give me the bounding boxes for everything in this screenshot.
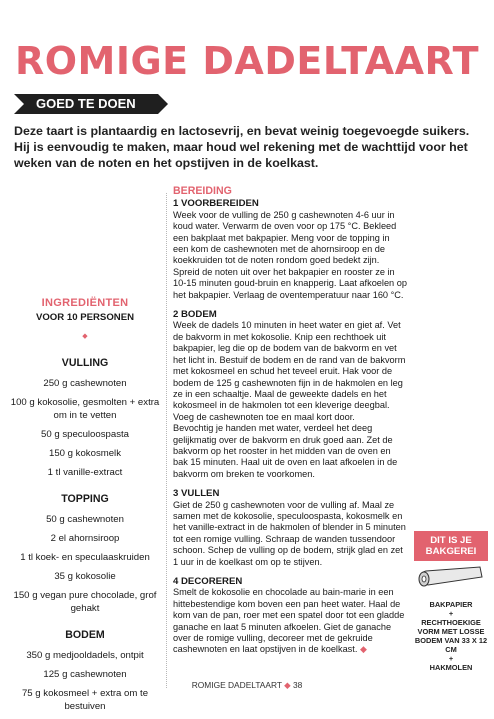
step-title: 3 VULLEN — [173, 488, 220, 500]
ingredient-item: 150 g kokosmelk — [49, 448, 121, 459]
step-text: Week de dadels 10 minuten in heet water en giet af. Vet de bakvorm in met kokosolie. Knip een rechthoek uit bakpapier, leg die op de bodem van de bakvorm en vet het licht in. Bestuif de bodem en de rand van de bakvorm met kokosmeel en schud het teveel eruit. Hak voor de bodem de 125 g cashewnoten fijn in de hakmolen en leg ze in een schaaltje. Maal de geweekte dadels en het kokosmeel in de hakmolen tot een kleverige deegbal. Voeg de cashewnoten toe en maal kort door. — [173, 320, 406, 422]
equipment-item: HAKMOLEN — [429, 663, 473, 672]
equipment-list — [414, 600, 488, 672]
difficulty-badge: GOED TE DOEN — [14, 94, 158, 114]
step-title: 1 VOORBEREIDEN — [173, 198, 259, 210]
equipment-heading-line2: BAKGEREI — [425, 546, 477, 557]
step-title: 4 DECOREREN — [173, 576, 243, 587]
footer-label: ROMIGE DADELTAART — [191, 680, 282, 690]
baking-paper-roll-icon — [414, 561, 488, 591]
ingredient-item: 2 el ahornsiroop — [50, 533, 120, 544]
step-text — [173, 587, 407, 655]
equipment-heading-line1: DIT IS JE — [430, 535, 472, 546]
ingredient-item: 50 g speculoospasta — [40, 429, 129, 440]
column-divider — [166, 193, 167, 688]
intro-text: Deze taart is plantaardig en lactosevrij, en bevat weinig toegevoegde suikers. Hij is eenvoudig te maken, maar houd wel rekening met de wachttijd voor het weken van de noten en het opstijven in de koelkast. — [14, 124, 470, 170]
equipment-box — [414, 531, 488, 687]
ingredient-item: 125 g cashewnoten — [43, 669, 127, 680]
ingredient-item: 75 g kokosmeel + extra om te bestuiven — [21, 688, 149, 712]
ingredient-item: 1 tl koek- en speculaaskruiden — [20, 552, 150, 563]
step-text: Giet de 250 g cashewnoten voor de vulling af. Maal ze samen met de kokosolie, speculoospasta, kokosmelk en het vanille-extract in de hakmolen of blender in 5 minuten tot een romige vulling. Schraap de wanden tussendoor schoon. Schep de vulling op de bodem, strijk glad en zet 1 uur in de koelkast om op te stijven. — [173, 499, 406, 567]
ingredient-item: 1 tl vanille-extract — [47, 467, 123, 478]
diamond-icon: ◆ — [284, 680, 291, 690]
step-text: Week voor de vulling de 250 g cashewnoten 4-6 uur in koud water. Verwarm de oven voor op 175 °C. Bekleed een bakplaat met bakpapier. Meng voor de topping in een kom de cashewnoten met de ahornsiroop en de koekkruiden tot de noten rondom goed bedekt zijn. Spreid de noten uit over het bakpapier en rooster ze in 10-15 minuten goud-bruin en knapperig. Laat afkoelen op het bakpapier. Verlaag de oventemperatuur naar 160 °C. — [173, 209, 407, 300]
page-number: 38 — [292, 680, 303, 690]
diamond-icon: ◆ — [82, 333, 88, 340]
preparation-column — [173, 186, 407, 656]
ingredient-item: 250 g cashewnoten — [43, 378, 127, 389]
step-text: Bevochtig je handen met water, verdeel het deeg gelijkmatig over de bakvorm en druk goed aan. Zet de bakvorm op het rooster in het midden van de oven en bak 15 minuten. Haal uit de oven en laat afkoelen in de bakvorm om breken te voorkomen. — [173, 423, 398, 479]
page-title: ROMIGE DADELTAART — [14, 39, 480, 83]
equipment-item: BAKPAPIER — [429, 600, 473, 609]
ingredients-column — [10, 297, 160, 719]
preparation-heading: BEREIDING — [173, 185, 232, 197]
ingredient-item: 50 g cashewnoten — [46, 514, 124, 525]
ingredient-item: 150 g vegan pure chocolade, grof gehakt — [13, 590, 157, 614]
servings: VOOR 10 PERSONEN — [35, 312, 135, 323]
page-footer — [0, 680, 494, 690]
ingredient-item: 350 g medjooldadels, ontpit — [26, 650, 144, 661]
plus-sign: + — [448, 609, 454, 618]
section-vulling: VULLING — [61, 357, 109, 369]
step-title: 2 BODEM — [173, 309, 217, 321]
ingredient-item: 35 g kokosolie — [54, 571, 116, 582]
equipment-item: RECHTHOEKIGE VORM MET LOSSE BODEM VAN 33 X 12 CM — [414, 618, 488, 654]
section-topping: TOPPING — [61, 493, 109, 505]
diamond-icon: ◆ — [359, 644, 368, 655]
step-text-body: Smelt de kokosolie en chocolade au bain-marie in een hittebestendige kom boven een pan heet water. Haal de kom van de pan, roer met een spatel door tot een gladde ganache en laat 5 minuten afkoelen. Giet de ganache over de romige vulling, decoreer met de gekruide cashewnoten en laat opstijven in de koelkast. — [173, 587, 405, 655]
ingredients-heading: INGREDIËNTEN — [41, 297, 129, 309]
ingredient-item: 100 g kokosolie, gesmolten + extra om in te vetten — [10, 397, 160, 421]
equipment-heading — [414, 531, 488, 561]
plus-sign: + — [448, 654, 454, 663]
section-bodem: BODEM — [65, 629, 105, 641]
